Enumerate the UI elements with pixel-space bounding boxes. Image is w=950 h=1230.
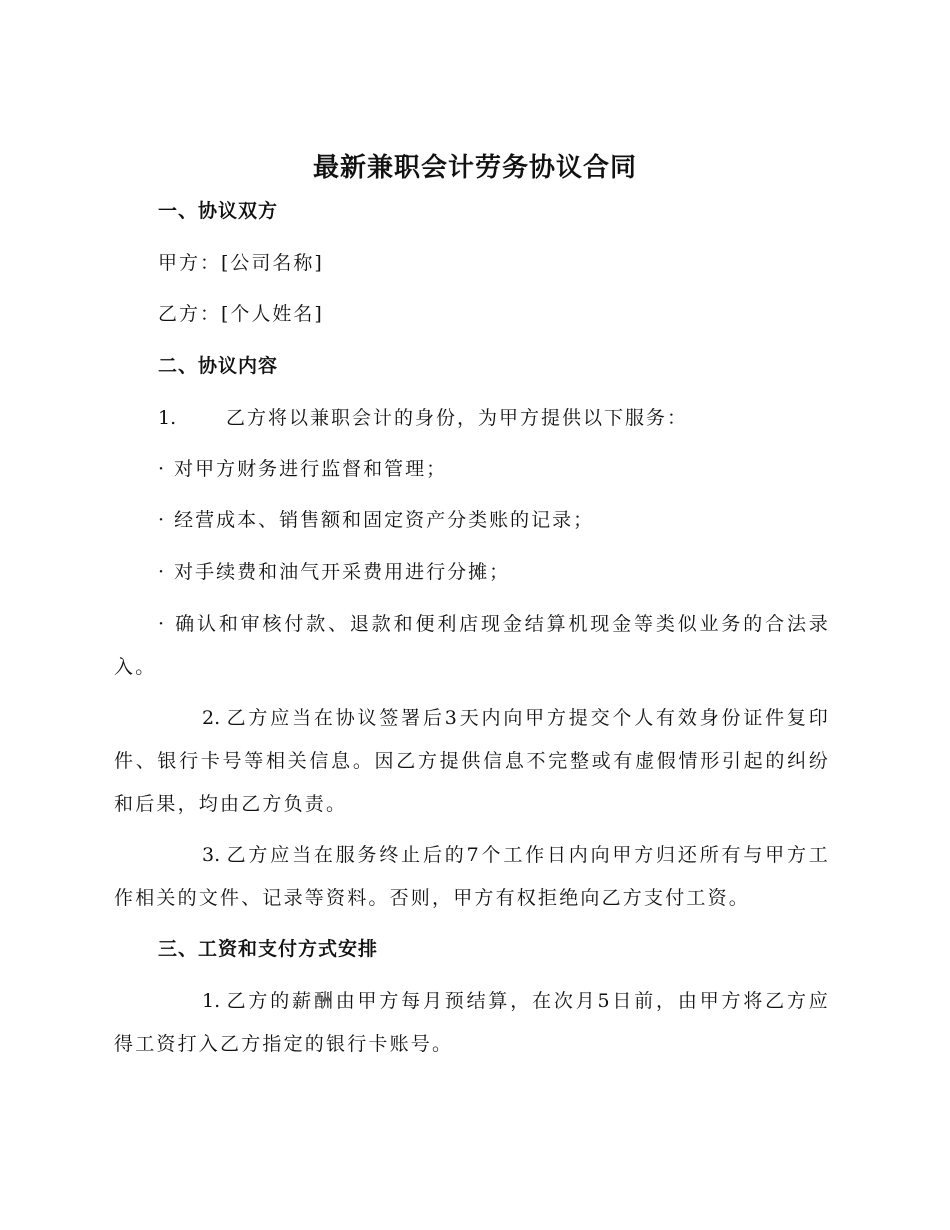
service-bullet: · 对甲方财务进行监督和管理； <box>158 458 448 480</box>
document-title: 最新兼职会计劳务协议合同 <box>312 153 637 183</box>
party-b-line: 乙方：[个人姓名] <box>158 303 324 325</box>
salary-item-1 <box>114 980 830 1066</box>
content-item-3 <box>114 834 830 920</box>
item-number: 1. <box>158 407 177 429</box>
item-number: 1. <box>202 990 221 1012</box>
item-number: 3. <box>202 844 221 866</box>
service-bullet: · 确认和审核付款、退款和便利店现金结算机现金等类似业务的合法录入。 <box>114 613 830 678</box>
service-bullet: · 对手续费和油气开采费用进行分摊； <box>158 561 511 583</box>
section-heading-salary: 三、工资和支付方式安排 <box>158 938 379 960</box>
item-text: 乙方应当在协议签署后3天内向甲方提交个人有效身份证件复印件、银行卡号等相关信息。因乙方提供信息不完整或有虚假情形引起的纠纷和后果，均由乙方负责。 <box>114 707 830 815</box>
item-text: 乙方应当在服务终止后的7个工作日内向甲方归还所有与甲方工作相关的文件、记录等资料。否则，甲方有权拒绝向乙方支付工资。 <box>114 844 830 909</box>
item-text: 乙方将以兼职会计的身份，为甲方提供以下服务： <box>226 407 689 429</box>
content-item-2 <box>114 697 830 826</box>
party-a-line: 甲方：[公司名称] <box>158 252 324 274</box>
item-number: 2. <box>202 707 221 729</box>
service-bullet: · 经营成本、销售额和固定资产分类账的记录； <box>158 509 595 531</box>
section-heading-content: 二、协议内容 <box>158 355 279 377</box>
section-heading-parties: 一、协议双方 <box>158 200 279 222</box>
content-item-1 <box>158 404 688 432</box>
item-text: 乙方的薪酬由甲方每月预结算，在次月5日前，由甲方将乙方应得工资打入乙方指定的银行卡账号。 <box>114 990 830 1055</box>
